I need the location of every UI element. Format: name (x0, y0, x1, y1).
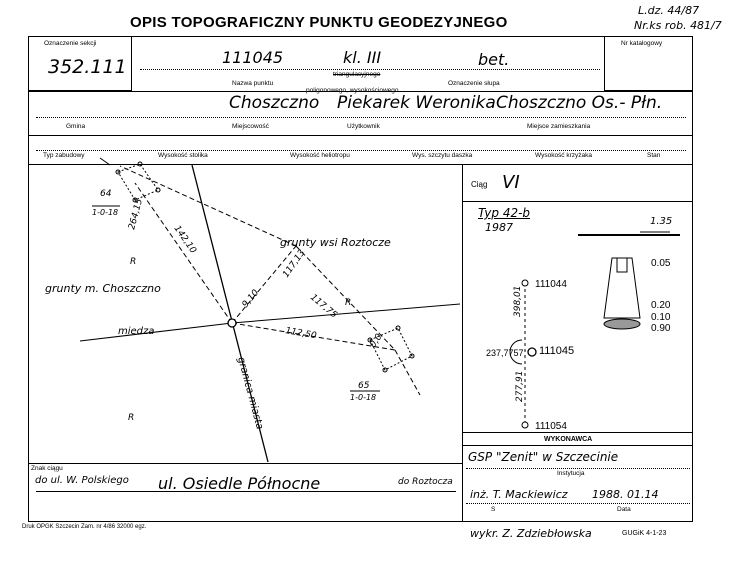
arrow-top-left (100, 158, 110, 165)
distance-142: 142,10 (171, 223, 198, 256)
angle-arc (510, 340, 522, 364)
residence-label: Miejsce zamieszkania (527, 123, 591, 130)
distance-117-75: 117,75 (308, 292, 339, 321)
distance-264: 264,15 (127, 197, 146, 231)
parcel-top-area: 1-0-18 (92, 208, 119, 217)
parcel-top-number: 64 (100, 189, 112, 199)
street-name: ul. Osiedle Północne (158, 474, 321, 493)
miejscowosc-value: Piekarek Weronika (337, 93, 496, 113)
parcel-bottom-number: 65 (358, 381, 370, 391)
type-polygon: poligonowego, wysokościowego (306, 87, 399, 94)
print-note: Druk OPGK Szczecin Zam. nr 4/86 32000 egz. (22, 524, 147, 530)
field-boundary-line (80, 323, 232, 341)
gmina-label: Gmina (66, 123, 86, 130)
ciag-label: Ciąg (471, 180, 488, 189)
R-label-3: R (128, 413, 135, 423)
point-stabilization: bet. (478, 50, 510, 69)
underground-mark (604, 319, 640, 329)
polygon-next: 111054 (535, 421, 567, 432)
point-name-label: Nazwa punktu (232, 80, 274, 87)
form-code: GUGiK 4-1-23 (622, 530, 667, 537)
stabil-dim-3: 0.10 (651, 312, 671, 323)
type-triangulation: triangulacyjnego (333, 71, 381, 78)
distance-112: 112,50 (284, 326, 318, 342)
catalog-label: Nr katalogowy (621, 40, 663, 47)
polygon-d2: 277,91 (515, 370, 525, 402)
height-label-table: Wysokość stolika (158, 152, 208, 159)
sheet-label: Oznaczenie sekcji (44, 40, 97, 47)
sheet-value: 352.111 (48, 56, 127, 78)
point-class: kl. III (343, 48, 382, 67)
polygon-d1: 398,01 (513, 285, 523, 317)
granica-label: granica miasta (235, 355, 265, 431)
registry-number: L.dz. 44/87 (638, 4, 700, 17)
concrete-block (604, 258, 640, 318)
height-label-state: Stan (647, 152, 661, 159)
parcel-bottom-area: 1-0-18 (350, 393, 377, 402)
ciag-value: VI (502, 172, 520, 193)
uzytkownik-value: Choszczno Os.- Płn. (496, 93, 663, 113)
signature-label: S (491, 506, 496, 513)
bearing-line-1 (135, 183, 232, 323)
height-label-heliotrope: Wysokość heliotropu (290, 152, 350, 159)
stabil-dim-1: 0.05 (651, 258, 671, 269)
miejscowosc-label: Miejscowość (232, 123, 269, 130)
executor-date: 1988. 01.14 (592, 488, 659, 501)
institution-label: Instytucja (557, 470, 585, 477)
stabil-year: 1987 (485, 221, 513, 234)
drawn-by: wykr. Z. Zdziebłowska (470, 527, 592, 540)
pillar-label: Oznaczenie słupa (448, 80, 500, 87)
grunty-roztocze: grunty wsi Roztocze (280, 236, 391, 249)
polygon-prev: 111044 (535, 279, 567, 290)
executor-header: WYKONAWCA (544, 436, 593, 443)
main-point-symbol (228, 319, 236, 327)
executor-institution: GSP "Zenit" w Szczecinie (468, 450, 619, 464)
grunty-choszczno: grunty m. Choszczno (45, 282, 161, 295)
distance-117-13: 117,13 (281, 248, 308, 280)
height-label-cross: Wysokość krzyżaka (535, 152, 593, 159)
street-sign-label: Znak ciągu (31, 465, 63, 472)
work-book-number: Nr.ks rob. 481/7 (634, 19, 722, 32)
R-label-2: R (345, 298, 352, 308)
polygon-angle: 237,7757 (486, 348, 524, 358)
miedza-label: miedza (118, 326, 155, 337)
polygon-current: 111045 (539, 345, 575, 357)
stabil-dim-4: 0.90 (651, 323, 671, 334)
stabil-dim-2: 0.20 (651, 300, 671, 311)
height-label-building: Typ zabudowy (43, 152, 85, 159)
parcel-marker-top (118, 164, 158, 200)
stabil-top-dim: 1.35 (650, 216, 673, 227)
bearing-line-2 (232, 246, 296, 323)
form-title: OPIS TOPOGRAFICZNY PUNKTU GEODEZYJNEGO (130, 14, 508, 31)
stabil-type: Typ 42-b (478, 206, 531, 220)
R-label-1: R (130, 257, 137, 267)
uzytkownik-label: Użytkownik (347, 123, 380, 130)
street-to-left: do ul. W. Polskiego (35, 475, 129, 486)
height-label-roof: Wys. szczytu daszka (412, 152, 473, 159)
bearing-line-3 (120, 166, 296, 246)
distance-0: 0,0 (368, 332, 385, 350)
date-label: Data (617, 506, 631, 513)
gmina-value: Choszczno (229, 93, 320, 113)
street-to-right: do Roztocza (398, 477, 453, 487)
distance-9: 9,10 (240, 288, 262, 310)
point-number: 111045 (222, 48, 284, 67)
executor-person: inż. T. Mackiewicz (470, 488, 568, 501)
bearing-line-6 (395, 350, 420, 395)
